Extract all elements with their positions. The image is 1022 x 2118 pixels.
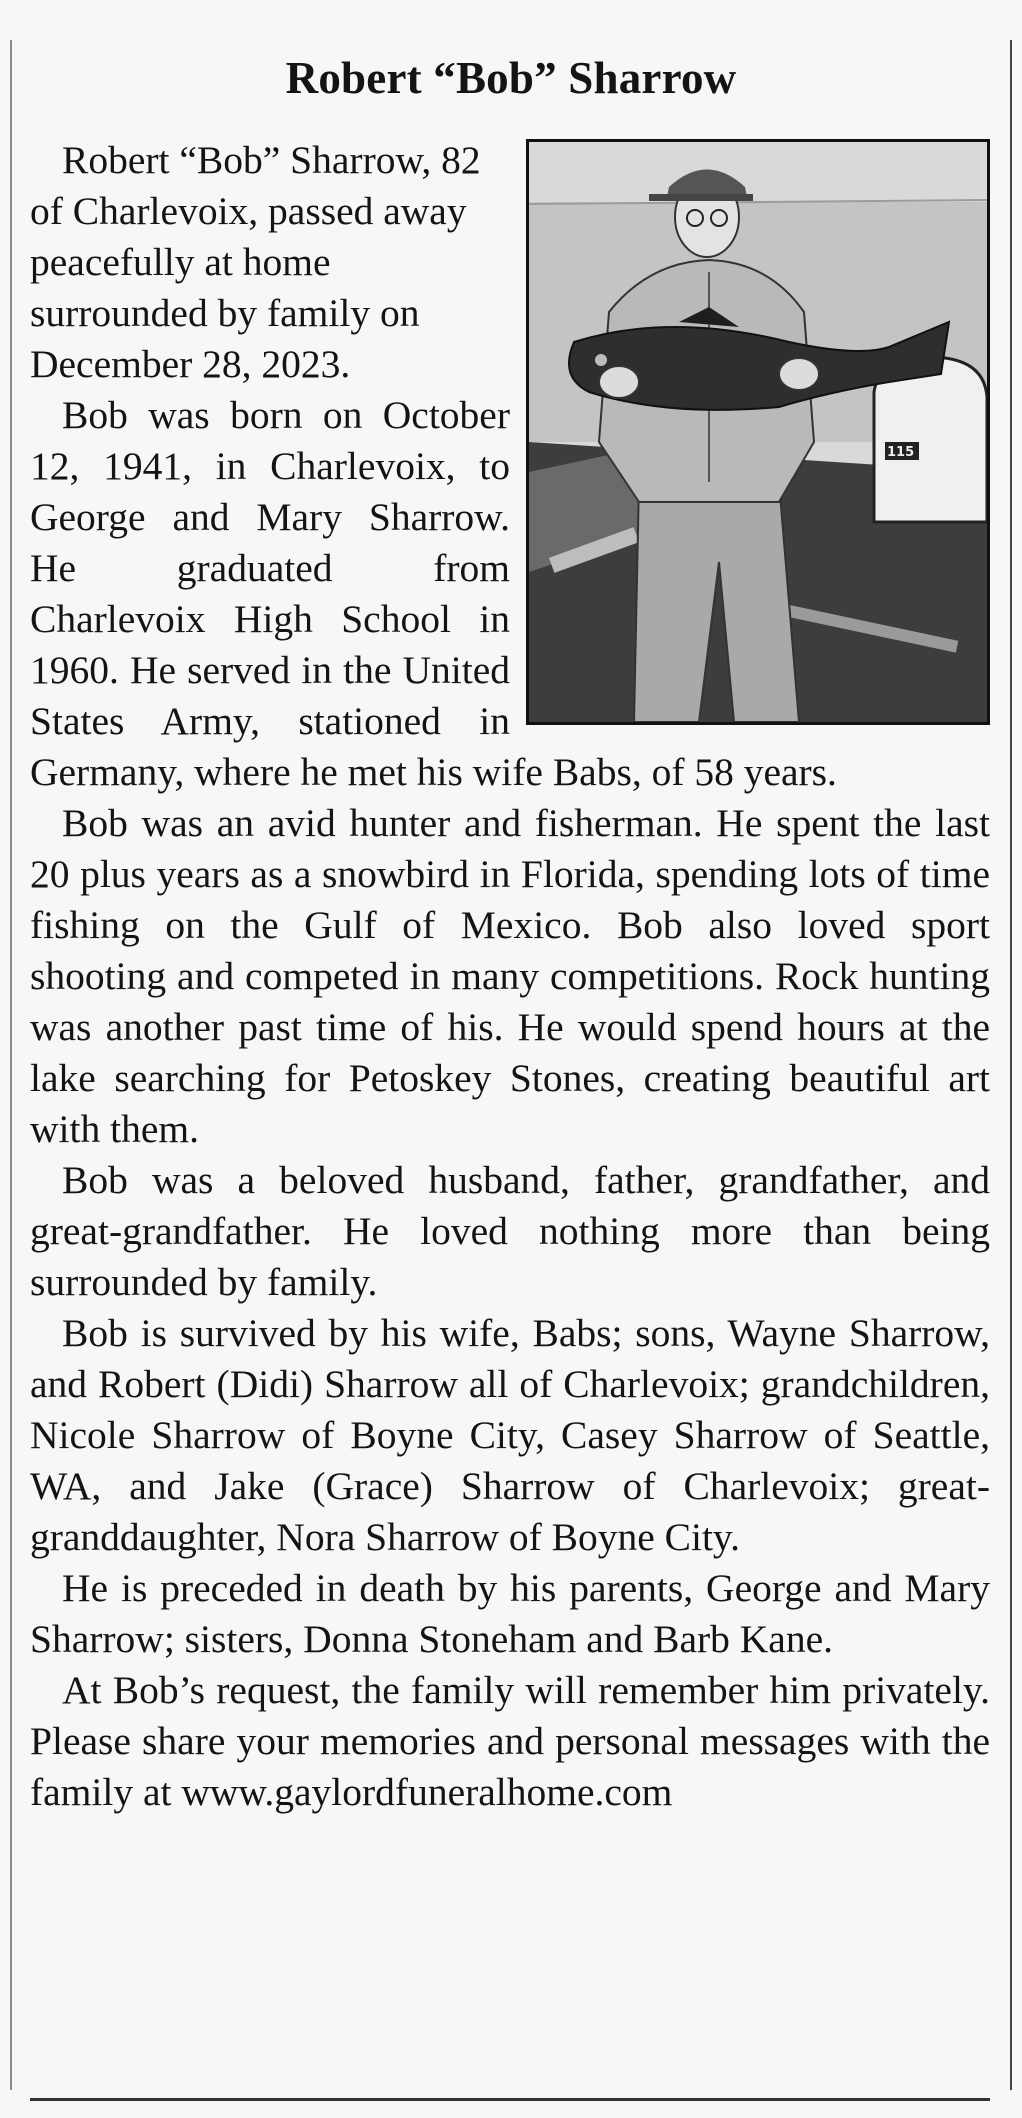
left-column-rule — [10, 40, 12, 2090]
paragraph-preceded-by: He is preceded in death by his parents, George and Mary Sharrow; sisters, Donna Stoneham and Barb Kane. — [30, 1566, 990, 1661]
photo-man-holding-fish-icon — [526, 139, 990, 725]
obituary-title: Robert “Bob” Sharrow — [285, 53, 737, 103]
paragraph-early-life: Bob was born on October 12, 1941, in Charlevoix, to George and Mary Sharrow. He graduated from Charlevoix High School in 1960. He served in the United States Army, stationed in Germany, where he met his wife Babs, of 58 years. — [30, 393, 837, 794]
paragraph-family-love: Bob was a beloved husband, father, grandfather, and great-grandfather. He loved nothing more than being surrounded by family. — [30, 1158, 990, 1304]
obituary-body — [30, 135, 990, 1818]
bottom-rule — [30, 2098, 990, 2101]
svg-text:115: 115 — [887, 445, 915, 460]
photo-illustration — [529, 142, 987, 722]
paragraph-memorial-request: At Bob’s request, the family will remember him privately. Please share your memories and personal messages with the family at www.gaylordfuneralhome.com — [30, 1668, 990, 1814]
paragraph-hobbies: Bob was an avid hunter and fisherman. He spent the last 20 plus years as a snowbird in Florida, spending lots of time fishing on the Gulf of Mexico. Bob also loved sport shooting and competed in many competitions. Rock hunting was another past time of his. He would spend hours at the lake searching for Petoskey Stones, creating beautiful art with them. — [30, 801, 990, 1151]
right-column-rule — [1010, 40, 1012, 2090]
paragraph-survived-by: Bob is survived by his wife, Babs; sons, Wayne Sharrow, and Robert (Didi) Sharrow all of Charlevoix; grandchildren, Nicole Sharrow of Boyne City, Casey Sharrow of Seattle, WA, and Jake (Grace) Sharrow of Charlevoix; great-granddaughter, Nora Sharrow of Boyne City. — [30, 1311, 990, 1559]
paragraph-intro: Robert “Bob” Sharrow, 82 of Charlevoix, passed away peacefully at home surrounded by family on December 28, 2023. — [30, 138, 481, 386]
